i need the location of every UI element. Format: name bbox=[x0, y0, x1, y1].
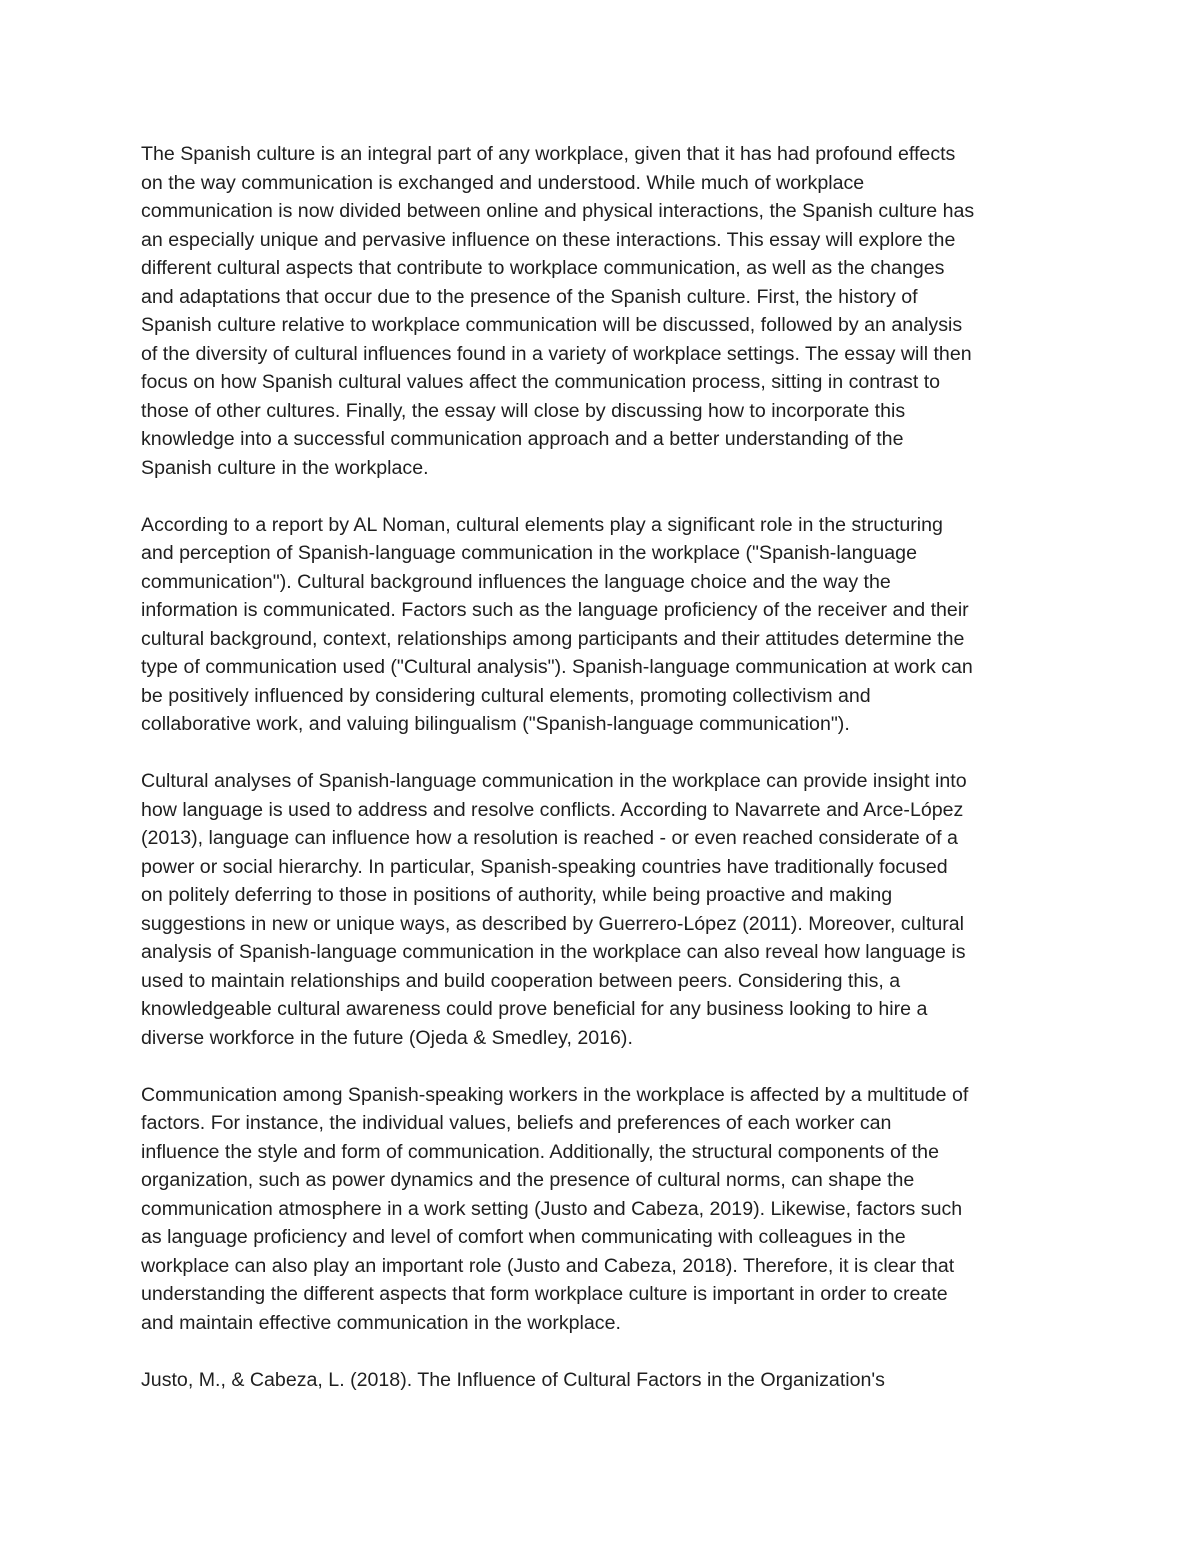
paragraph-al-noman-report: According to a report by AL Noman, cultural elements play a significant role in the structuring and perception of Spanish-language communication in the workplace ("Spanish-language communication"). Cultural background influences the language choice and the way the information is communicated. Factors such as the language proficiency of the receiver and their cultural background, context, relationships among participants and their attitudes determine the type of communication used ("Cultural analysis"). Spanish-language communication at work can be positively influenced by considering cultural elements, promoting collectivism and collaborative work, and valuing bilingualism ("Spanish-language communication"). bbox=[141, 513, 973, 735]
document-body bbox=[141, 140, 1076, 1394]
paragraph-communication-factors: Communication among Spanish-speaking workers in the workplace is affected by a multitude of factors. For instance, the individual values, beliefs and preferences of each worker can influence the style and form of communication. Additionally, the structural components of the organization, such as power dynamics and the presence of cultural norms, can shape the communication atmosphere in a work setting (Justo and Cabeza, 2019). Likewise, factors such as language proficiency and level of comfort when communicating with colleagues in the workplace can also play an important role (Justo and Cabeza, 2018). Therefore, it is clear that understanding the different aspects that form workplace culture is important in order to create and maintain effective communication in the workplace. bbox=[141, 1083, 969, 1334]
paragraph-introduction: The Spanish culture is an integral part of any workplace, given that it has had profound effects on the way communication is exchanged and understood. While much of workplace communication is now divided between online and physical interactions, the Spanish culture has an especially unique and pervasive influence on these interactions. This essay will explore the different cultural aspects that contribute to workplace communication, as well as the changes and adaptations that occur due to the presence of the Spanish culture. First, the history of Spanish culture relative to workplace communication will be discussed, followed by an analysis of the diversity of cultural influences found in a variety of workplace settings. The essay will then focus on how Spanish cultural values affect the communication process, sitting in contrast to those of other cultures. Finally, the essay will close by discussing how to incorporate this knowledge into a successful communication approach and a better understanding of the Spanish culture in the workplace. bbox=[141, 143, 975, 479]
paragraph-cultural-analyses: Cultural analyses of Spanish-language communication in the workplace can provide insight into how language is used to address and resolve conflicts. According to Navarrete and Arce-López (2013), language can influence how a resolution is reached - or even reached considerate of a power or social hierarchy. In particular, Spanish-speaking countries have traditionally focused on politely deferring to those in positions of authority, while being proactive and making suggestions in new or unique ways, as described by Guerrero-López (2011). Moreover, cultural analysis of Spanish-language communication in the workplace can also reveal how language is used to maintain relationships and build cooperation between peers. Considering this, a knowledgeable cultural awareness could prove beneficial for any business looking to hire a diverse workforce in the future (Ojeda & Smedley, 2016). bbox=[141, 770, 967, 1049]
reference-entry: Justo, M., & Cabeza, L. (2018). The Influence of Cultural Factors in the Organization's bbox=[141, 1368, 885, 1391]
